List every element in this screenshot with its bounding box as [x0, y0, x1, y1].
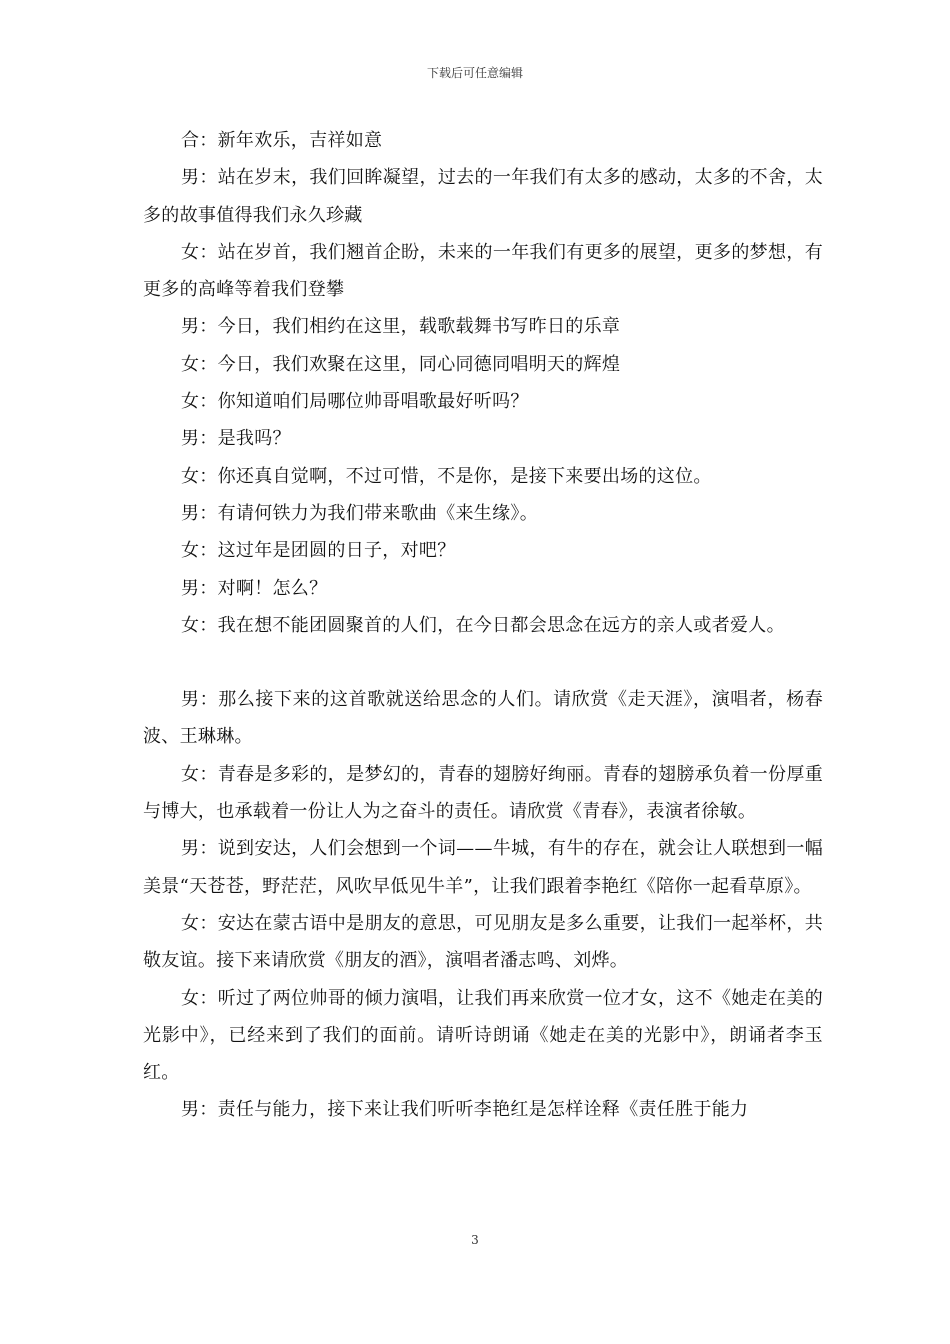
dialogue-paragraph: 女：今日，我们欢聚在这里，同心同德同唱明天的辉煌 [181, 353, 621, 375]
dialogue-paragraph: 男：那么接下来的这首歌就送给思念的人们。请欣赏《走天涯》，演唱者，杨春波、王琳琳。 [143, 689, 823, 748]
dialogue-paragraph: 男：有请何铁力为我们带来歌曲《来生缘》。 [181, 502, 538, 524]
page-number: 3 [471, 1233, 479, 1247]
dialogue-paragraph: 女：听过了两位帅哥的倾力演唱，让我们再来欣赏一位才女，这不《她走在美的光影中》，已经来到了我们的面前。请听诗朗诵《她走在美的光影中》，朗诵者李玉红。 [143, 987, 823, 1084]
document-body [143, 122, 823, 1129]
dialogue-paragraph: 女：站在岁首，我们翘首企盼，未来的一年我们有更多的展望，更多的梦想，有更多的高峰等着我们登攀 [143, 241, 823, 301]
dialogue-paragraph: 女：安达在蒙古语中是朋友的意思，可见朋友是多么重要，让我们一起举杯，共敬友谊。接下来请欣赏《朋友的酒》，演唱者潘志鸣、刘烨。 [143, 912, 823, 972]
dialogue-paragraph: 女：青春是多彩的，是梦幻的，青春的翅膀好绚丽。青春的翅膀承负着一份厚重与博大，也承载着一份让人为之奋斗的责任。请欣赏《青春》，表演者徐敏。 [143, 763, 823, 823]
dialogue-paragraph: 男：说到安达，人们会想到一个词——牛城，有牛的存在，就会让人联想到一幅美景“天苍苍，野茫茫，风吹早低见牛羊”，让我们跟着李艳红《陪你一起看草原》。 [143, 838, 823, 897]
dialogue-paragraph: 女：你知道咱们局哪位帅哥唱歌最好听吗？ [181, 391, 529, 413]
dialogue-paragraph: 女：你还真自觉啊，不过可惜，不是你，是接下来要出场的这位。 [181, 465, 712, 487]
dialogue-paragraph: 男：今日，我们相约在这里，载歌载舞书写昨日的乐章 [181, 316, 621, 338]
dialogue-paragraph: 男：责任与能力，接下来让我们听听李艳红是怎样诠释《责任胜于能力 [181, 1099, 749, 1121]
dialogue-paragraph: 男：站在岁末，我们回眸凝望，过去的一年我们有太多的感动，太多的不舍，太多的故事值得我们永久珍藏 [143, 167, 823, 226]
page-header: 下载后可任意编辑 [426, 66, 523, 80]
dialogue-paragraph: 女：这过年是团圆的日子，对吧？ [181, 540, 456, 562]
dialogue-paragraph: 合：新年欢乐，吉祥如意 [181, 130, 383, 151]
dialogue-paragraph: 男：对啊！怎么？ [181, 577, 328, 599]
dialogue-paragraph: 男：是我吗？ [181, 428, 291, 450]
dialogue-paragraph: 女：我在想不能团圆聚首的人们，在今日都会思念在远方的亲人或者爱人。 [181, 614, 785, 636]
